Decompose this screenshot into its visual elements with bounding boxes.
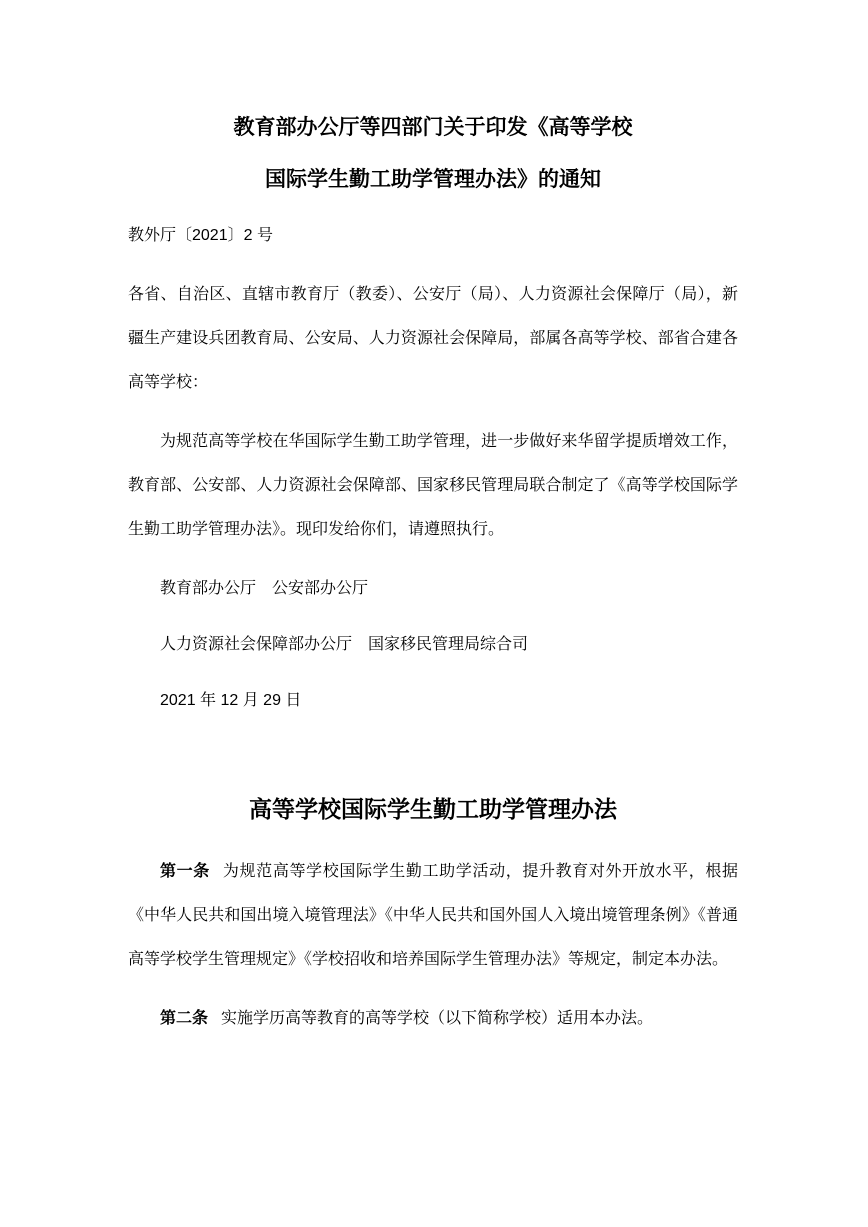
doc-number: 教外厅〔2021〕2 号 xyxy=(128,227,273,244)
salutation-paragraph: 各省、自治区、直辖市教育厅（教委）、公安厅（局）、人力资源社会保障厅（局），新疆生产建设兵团教育局、公安局、人力资源社会保障局，部属各高等学校、部省合建各高等学校： xyxy=(128,286,738,391)
article-paragraph-1 xyxy=(128,850,738,982)
notice-title-line-1: 教育部办公厅等四部门关于印发《高等学校 xyxy=(233,116,633,139)
signature-line-2: 人力资源社会保障部办公厅 国家移民管理局综合司 xyxy=(160,636,529,653)
signature-line-1: 教育部办公厅 公安部办公厅 xyxy=(160,580,369,597)
article-2-text: 实施学历高等教育的高等学校（以下简称学校）适用本办法。 xyxy=(221,1010,654,1027)
regulation-title: 高等学校国际学生勤工助学管理办法 xyxy=(249,796,617,822)
notice-title xyxy=(128,102,738,206)
article-paragraph-2 xyxy=(128,997,738,1041)
notice-body-paragraph: 为规范高等学校在华国际学生勤工助学管理，进一步做好来华留学提质增效工作，教育部、公安部、人力资源社会保障部、国家移民管理局联合制定了《高等学校国际学生勤工助学管理办法》。现印发给你们，请遵照执行。 xyxy=(128,433,738,538)
date-line: 2021 年 12 月 29 日 xyxy=(160,692,302,709)
article-2-number: 第二条 xyxy=(160,1010,209,1027)
notice-title-line-2: 国际学生勤工助学管理办法》的通知 xyxy=(265,168,601,191)
article-1-text: 为规范高等学校国际学生勤工助学活动，提升教育对外开放水平，根据《中华人民共和国出境入境管理法》《中华人民共和国外国人入境出境管理条例》《普通高等学校学生管理规定》《学校招收和培养国际学生管理办法》等规定，制定本办法。 xyxy=(128,863,738,968)
article-1-number: 第一条 xyxy=(160,863,210,880)
